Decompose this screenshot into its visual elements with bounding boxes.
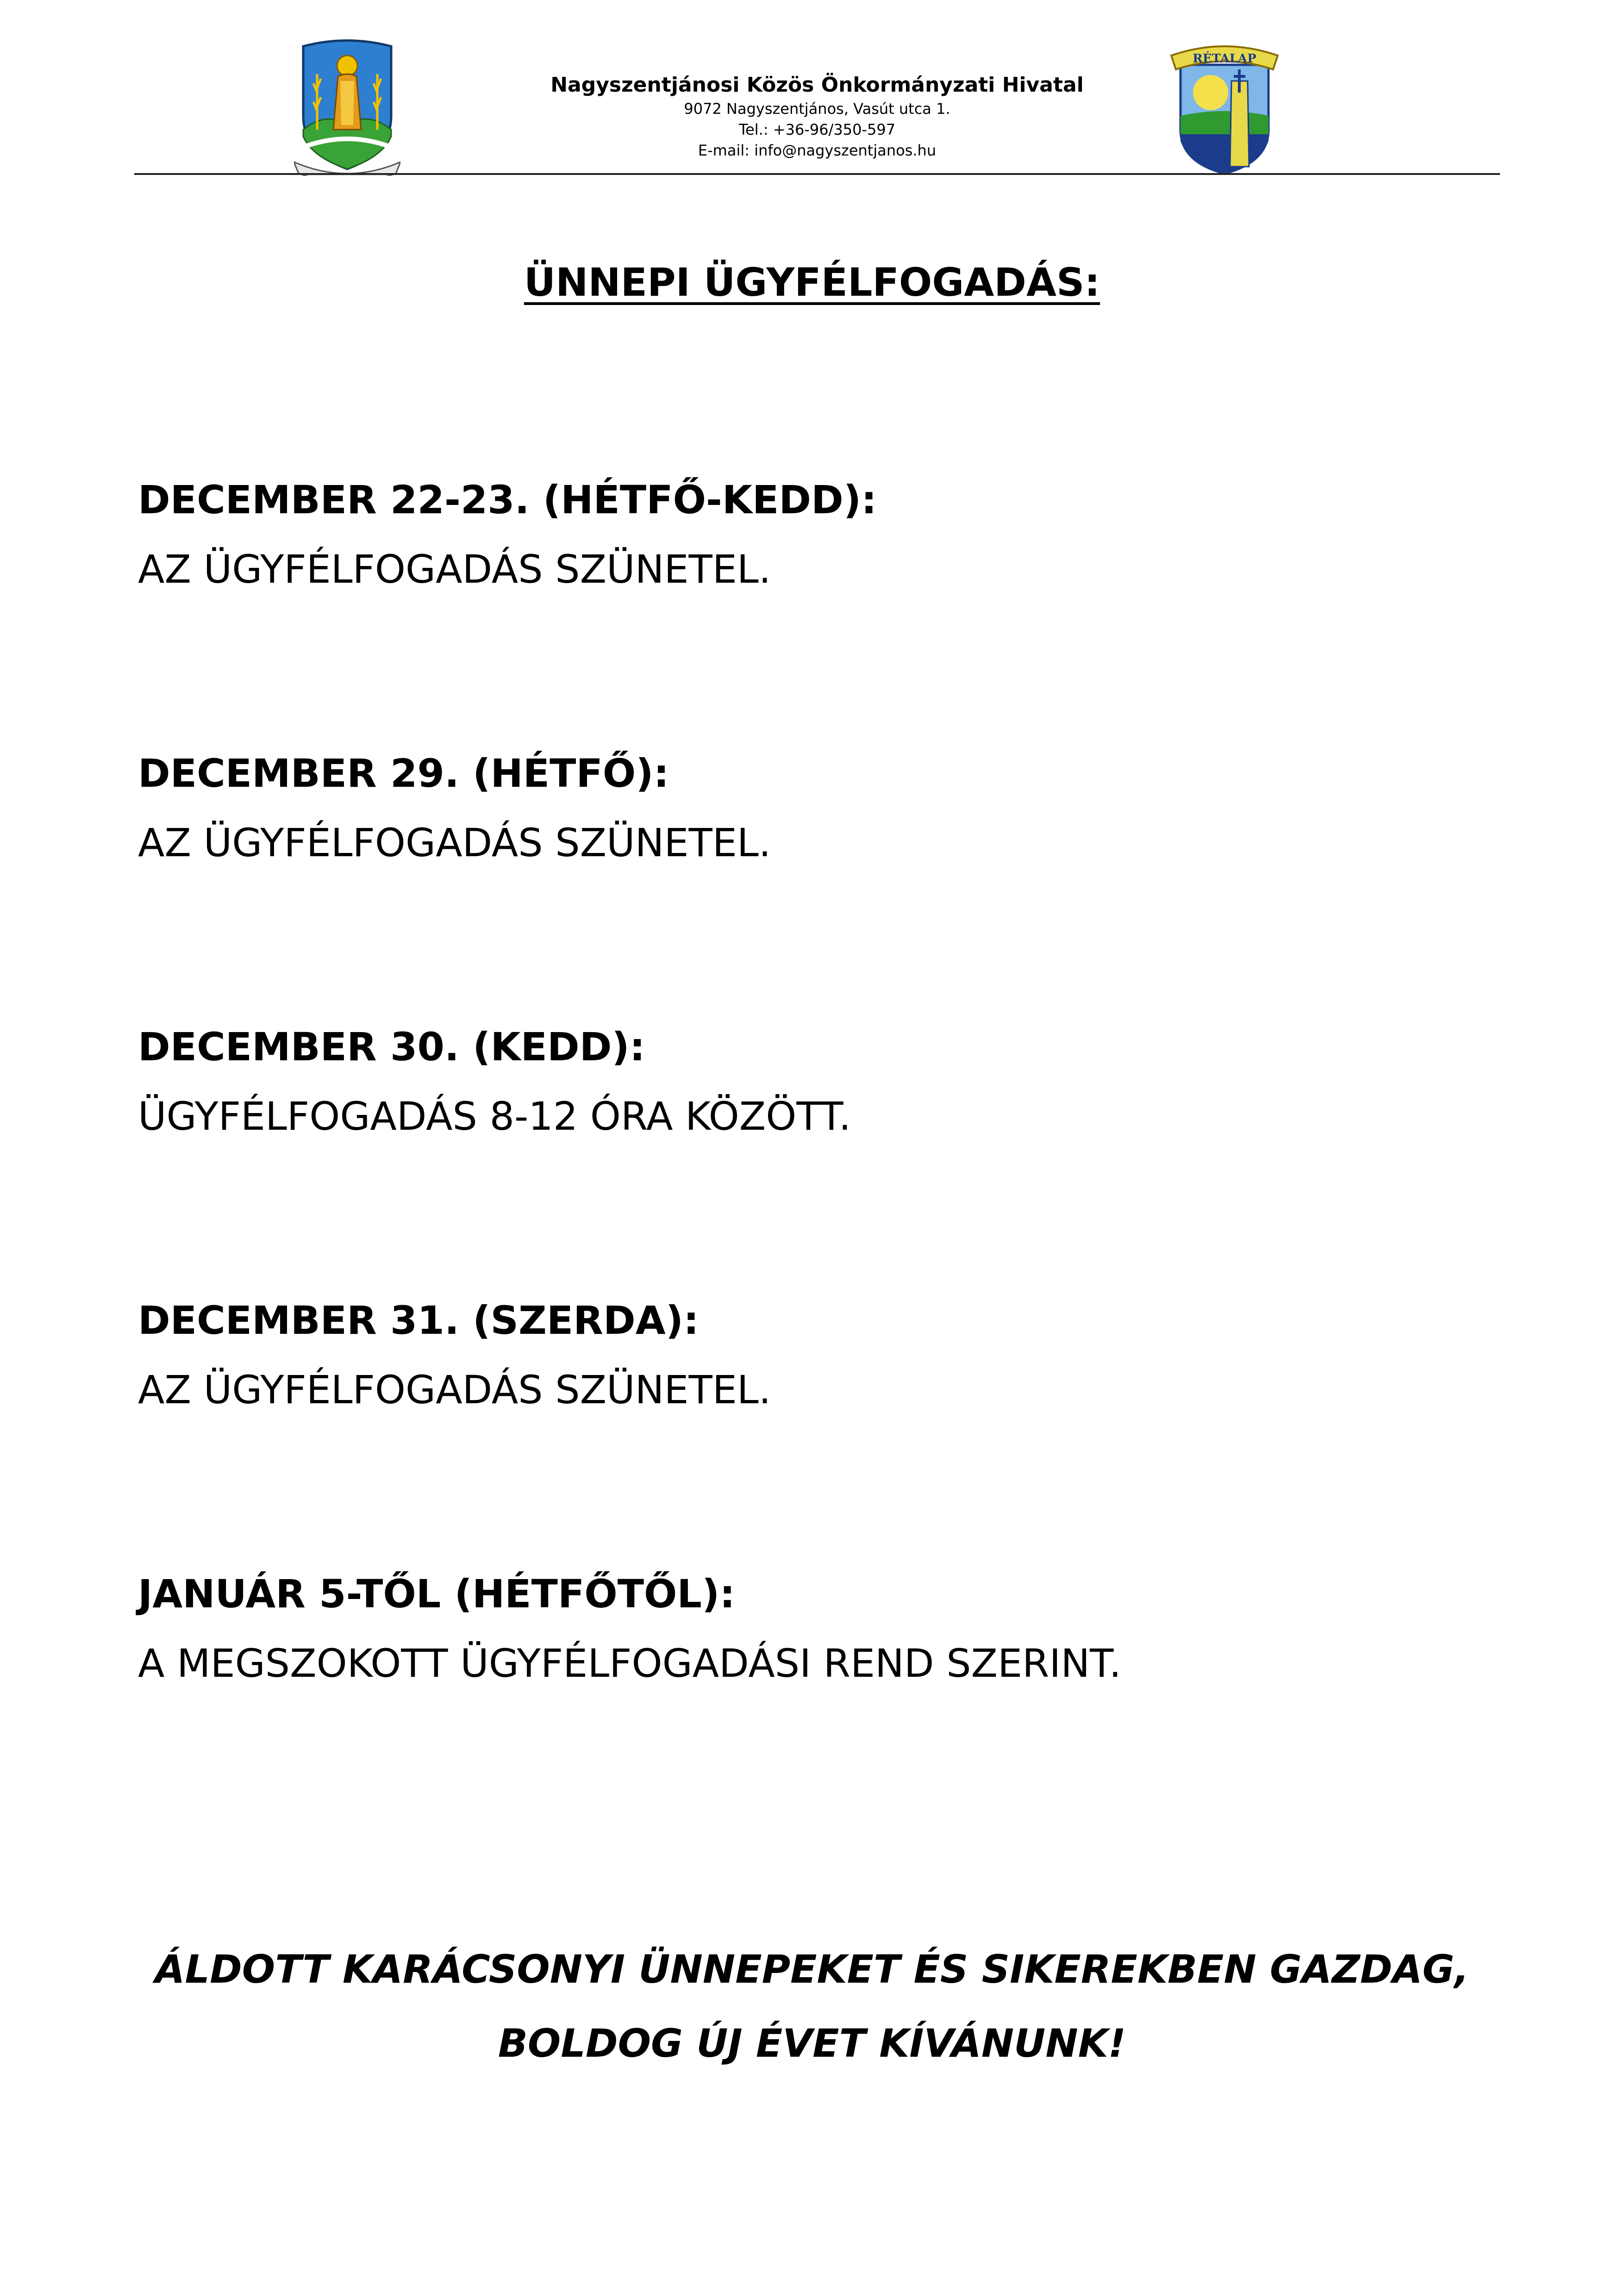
closing-greeting-line-1: ÁLDOTT KARÁCSONYI ÜNNEPEKET ÉS SIKEREKBEN GAZDAG, — [155, 1947, 1469, 1992]
schedule-entry — [138, 1559, 1480, 1833]
closing-greeting — [0, 1932, 1624, 2080]
schedule-list — [138, 465, 1480, 1833]
schedule-status-text: AZ ÜGYFÉLFOGADÁS SZÜNETEL. — [138, 1367, 771, 1412]
organization-name: Nagyszentjánosi Közös Önkormányzati Hivatal — [550, 73, 1084, 97]
closing-greeting-line-2: BOLDOG ÚJ ÉVET KÍVÁNUNK! — [498, 2021, 1126, 2066]
schedule-date-heading: DECEMBER 29. (HÉTFŐ): — [138, 751, 669, 796]
svg-text:RÉTALAP: RÉTALAP — [1193, 52, 1256, 66]
schedule-date-heading: JANUÁR 5-TŐL (HÉTFŐTŐL): — [138, 1571, 735, 1617]
schedule-status-text: AZ ÜGYFÉLFOGADÁS SZÜNETEL. — [138, 547, 771, 592]
organization-address: 9072 Nagyszentjános, Vasút utca 1. — [684, 100, 950, 118]
header-divider — [134, 173, 1500, 175]
schedule-date-heading: DECEMBER 22-23. (HÉTFŐ-KEDD): — [138, 477, 877, 523]
schedule-entry — [138, 739, 1480, 1012]
letterhead — [134, 28, 1500, 176]
schedule-status-text: ÜGYFÉLFOGADÁS 8-12 ÓRA KÖZÖTT. — [138, 1094, 851, 1139]
schedule-date-heading: DECEMBER 31. (SZERDA): — [138, 1298, 699, 1343]
schedule-entry — [138, 1286, 1480, 1559]
schedule-date-heading: DECEMBER 30. (KEDD): — [138, 1024, 645, 1070]
organization-info — [134, 72, 1500, 161]
organization-email: E-mail: info@nagyszentjanos.hu — [698, 142, 937, 159]
page-title: ÜNNEPI ÜGYFÉLFOGADÁS: — [524, 260, 1100, 305]
schedule-status-text: AZ ÜGYFÉLFOGADÁS SZÜNETEL. — [138, 820, 771, 865]
schedule-entry — [138, 465, 1480, 739]
schedule-entry — [138, 1012, 1480, 1286]
organization-phone: Tel.: +36-96/350-597 — [738, 121, 896, 138]
schedule-status-text: A MEGSZOKOTT ÜGYFÉLFOGADÁSI REND SZERINT. — [138, 1641, 1122, 1686]
